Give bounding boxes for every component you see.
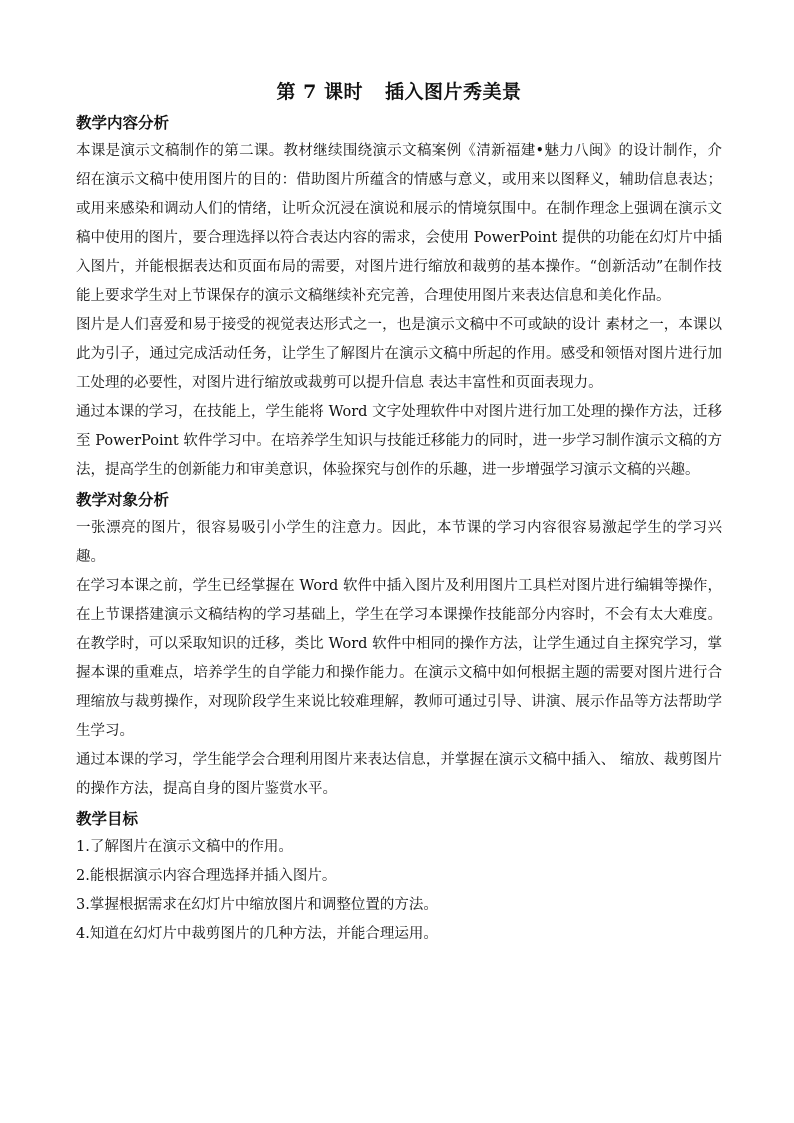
list-item: 2.能根据演示内容合理选择并插入图片。	[76, 868, 337, 884]
paragraph: 本课是演示文稿制作的第二课。教材继续围绕演示文稿案例《清新福建•魅力八闽》的设计制作，介绍在演示文稿中使用图片的目的：借助图片所蕴含的情感与意义，或用来以图释义，辅助信息表达；或用来感染和调动人们的情绪，让听众沉浸在演说和展示的情境氛围中。在制作理念上强调在演示文稿中使用的图片，要合理选择以符合表达内容的需求，会使用 PowerPoint 提供的功能在幻灯片中插入图片，并能根据表达和页面布局的需要，对图片进行缩放和裁剪的基本操作。“创新活动”在制作技能上要求学生对上节课保存的演示文稿继续补充完善，合理使用图片来表达信息和美化作品。	[76, 143, 722, 304]
paragraph: 通过本课的学习，学生能学会合理利用图片来表达信息，并掌握在演示文稿中插入、 缩放、裁剪图片的操作方法，提高自身的图片鉴赏水平。	[76, 752, 722, 797]
paragraph: 在学习本课之前，学生已经掌握在 Word 软件中插入图片及利用图片工具栏对图片进行编辑等操作，在上节课搭建演示文稿结构的学习基础上，学生在学习本课操作技能部分内容时，不会有太大难度。在教学时，可以采取知识的迁移，类比 Word 软件中相同的操作方法，让学生通过自主探究学习，掌握本课的重难点，培养学生的自学能力和操作能力。在演示文稿中如何根据主题的需要对图片进行合理缩放与裁剪操作，对现阶段学生来说比较难理解，教师可通过引导、讲演、展示作品等方法帮助学生学习。	[76, 578, 722, 739]
list-item: 3.掌握根据需求在幻灯片中缩放图片和调整位置的方法。	[76, 897, 438, 913]
document-page	[76, 78, 722, 949]
list-item: 1.了解图片在演示文稿中的作用。	[76, 839, 293, 855]
paragraph: 通过本课的学习，在技能上，学生能将 Word 文字处理软件中对图片进行加工处理的操作方法，迁移至 PowerPoint 软件学习中。在培养学生知识与技能迁移能力的同时，进一步学习制作演示文稿的方法，提高学生的创新能力和审美意识，体验探究与创作的乐趣，进一步增强学习演示文稿的兴趣。	[76, 404, 722, 478]
section-heading-content-analysis: 教学内容分析	[76, 113, 170, 132]
section-heading-student-analysis: 教学对象分析	[76, 490, 170, 509]
list-item: 4.知道在幻灯片中裁剪图片的几种方法，并能合理运用。	[76, 926, 438, 942]
page-title	[76, 78, 722, 106]
section-heading-teaching-goals: 教学目标	[76, 809, 139, 828]
paragraph: 图片是人们喜爱和易于接受的视觉表达形式之一，也是演示文稿中不可或缺的设计 素材之一，本课以此为引子，通过完成活动任务，让学生了解图片在演示文稿中所起的作用。感受和领悟对图片进行加工处理的必要性，对图片进行缩放或裁剪可以提升信息 表达丰富性和页面表现力。	[76, 317, 722, 391]
title-lesson-name: 插入图片秀美景	[384, 81, 522, 103]
paragraph: 一张漂亮的图片，很容易吸引小学生的注意力。因此，本节课的学习内容很容易激起学生的学习兴趣。	[76, 520, 722, 565]
title-lesson-number: 第 7 课时	[276, 81, 363, 103]
